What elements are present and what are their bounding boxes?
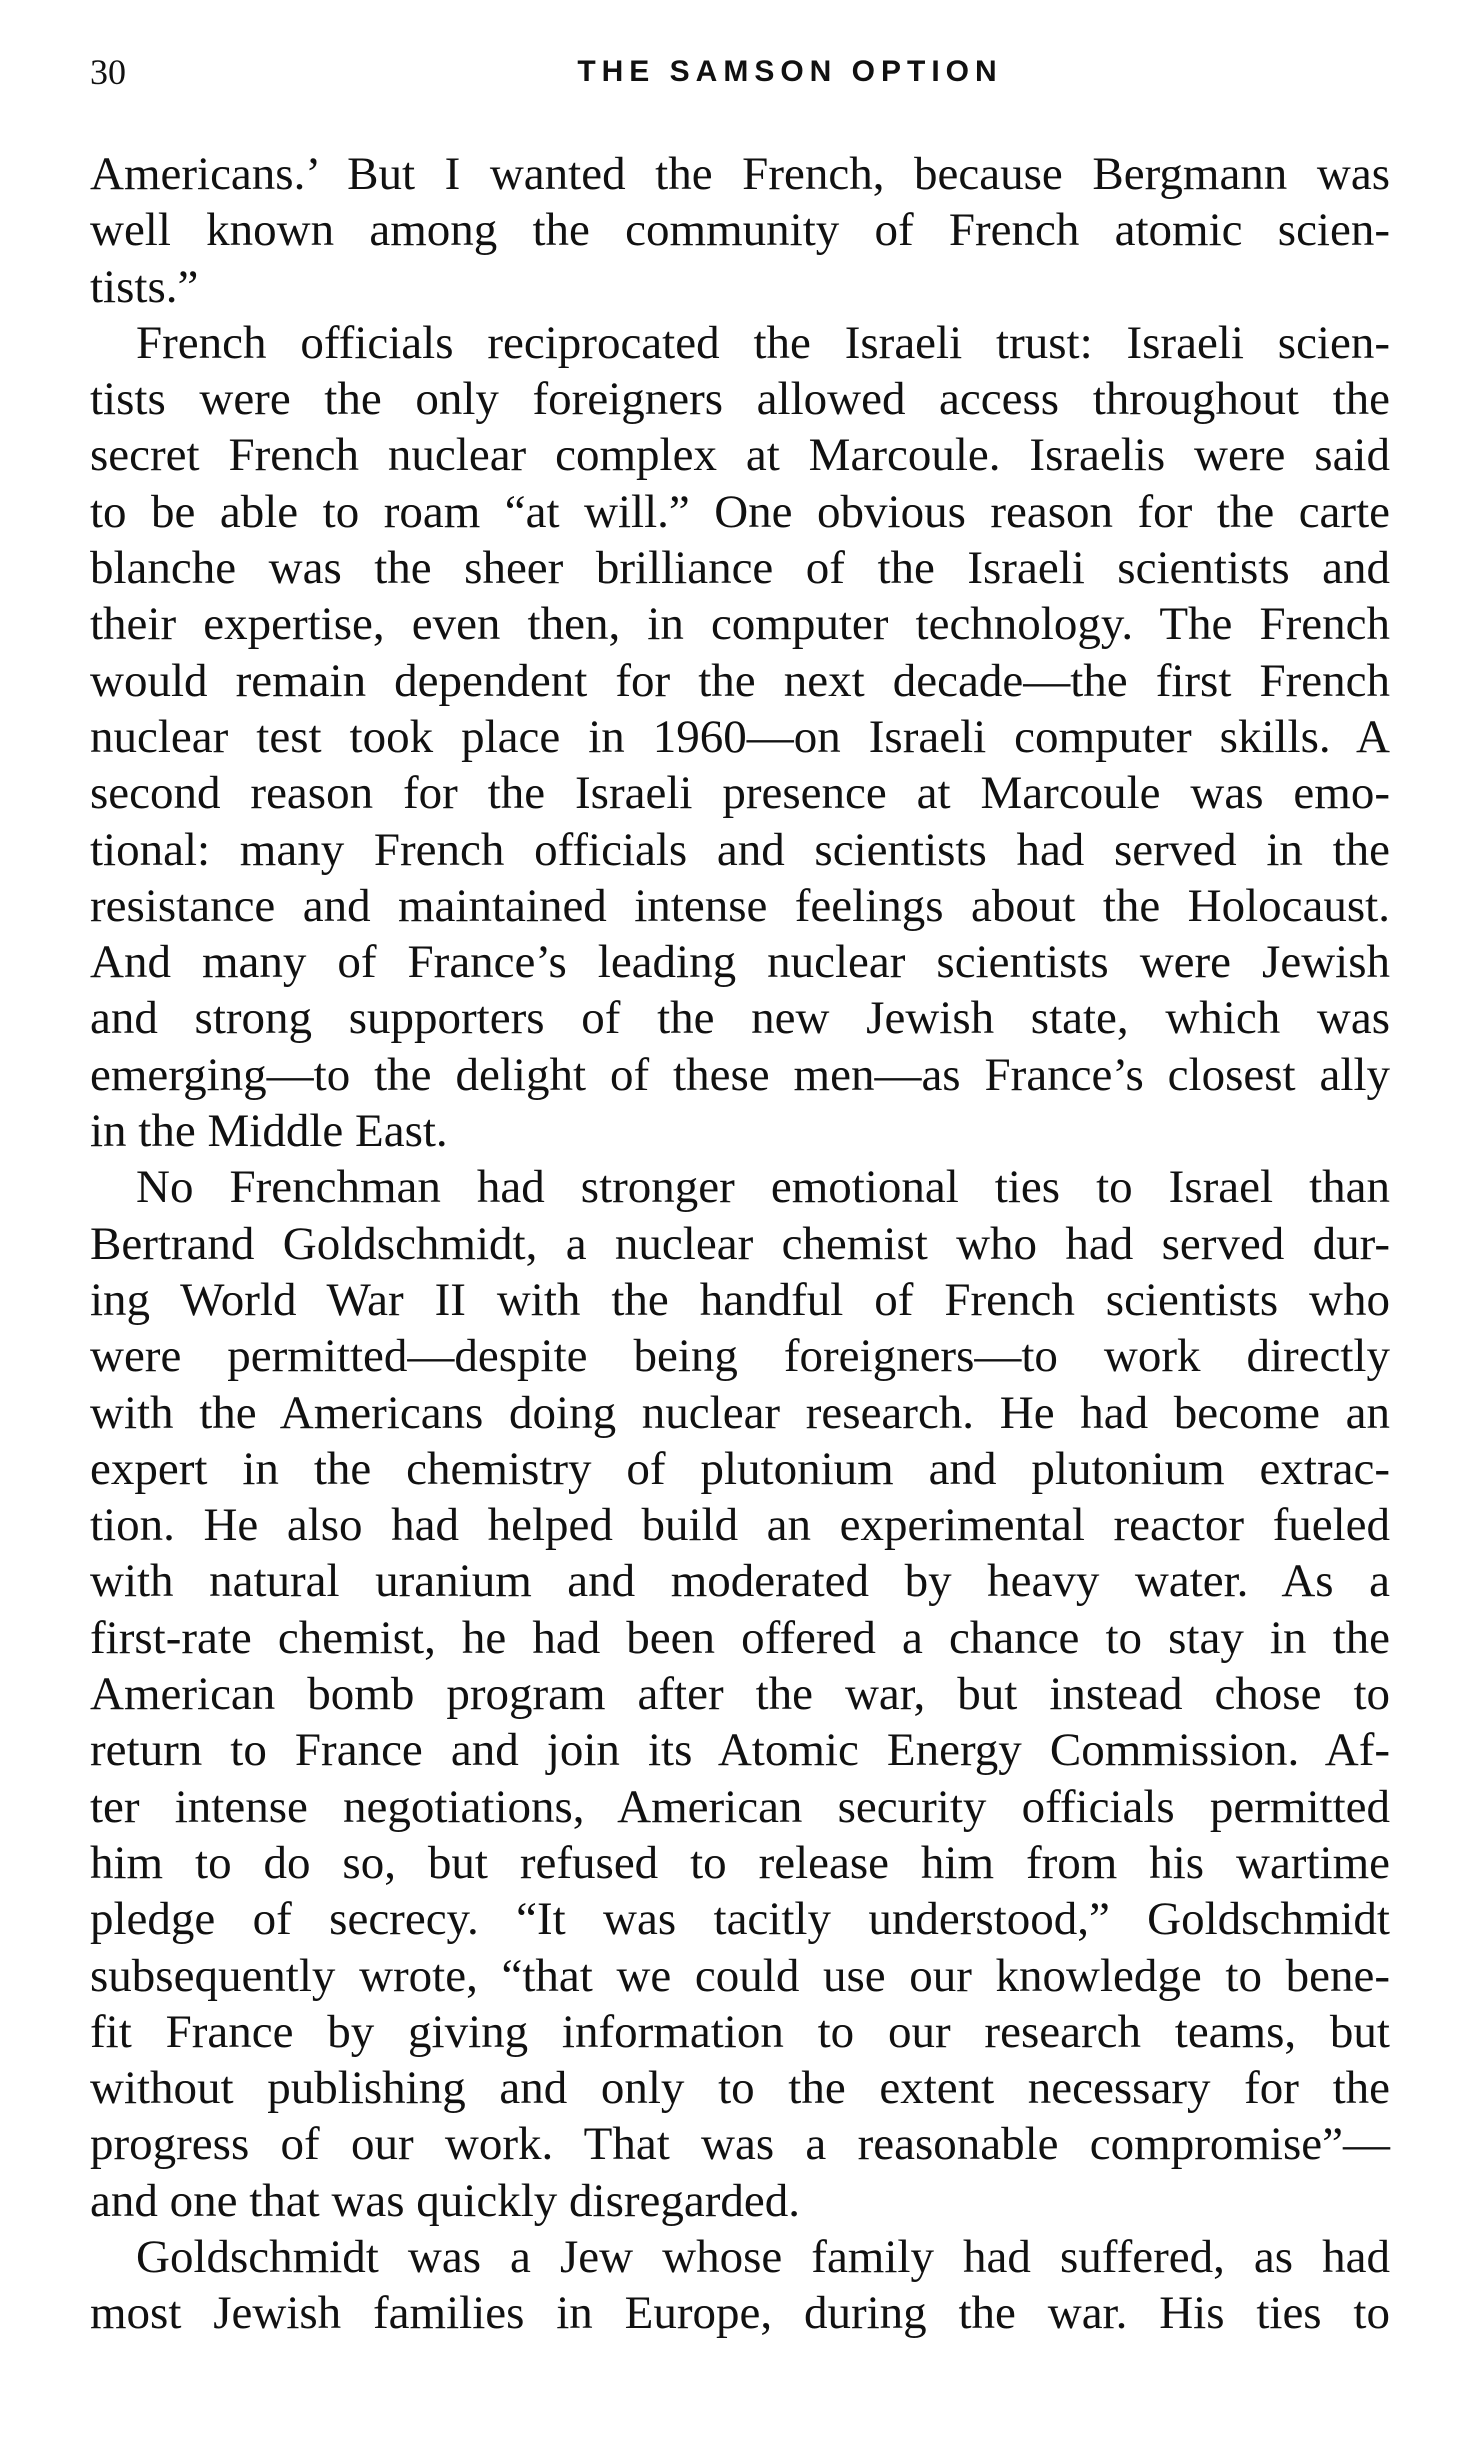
text-line: second reason for the Israeli presence at Marcoule was emo- (90, 767, 1390, 820)
paragraph (90, 2229, 1390, 2342)
text-line: Bertrand Goldschmidt, a nuclear chemist who had served dur- (90, 1217, 1390, 1270)
text-line: resistance and maintained intense feelings about the Holocaust. (90, 879, 1390, 932)
paragraph (90, 146, 1390, 315)
text-line: him to do so, but refused to release him from his wartime (90, 1836, 1390, 1889)
text-line: and strong supporters of the new Jewish state, which was (90, 992, 1390, 1045)
text-line: tion. He also had helped build an experimental reactor fueled (90, 1499, 1390, 1552)
text-line: ter intense negotiations, American security officials permitted (90, 1780, 1390, 1833)
text-line: well known among the community of French atomic scien- (90, 204, 1390, 257)
text-line: to be able to roam “at will.” One obvious reason for the carte (90, 485, 1390, 538)
text-line: nuclear test took place in 1960—on Israeli computer skills. A (90, 710, 1390, 763)
text-line: tists were the only foreigners allowed access throughout the (90, 373, 1390, 426)
paragraph (90, 315, 1390, 1159)
text-line: expert in the chemistry of plutonium and plutonium extrac- (90, 1442, 1390, 1495)
text-line: subsequently wrote, “that we could use our knowledge to bene- (90, 1949, 1390, 2002)
running-title: THE SAMSON OPTION (577, 55, 1003, 88)
text-line: with natural uranium and moderated by heavy water. As a (90, 1555, 1390, 1608)
text-line: French officials reciprocated the Israeli trust: Israeli scien- (136, 316, 1390, 369)
text-line: pledge of secrecy. “It was tacitly understood,” Goldschmidt (90, 1893, 1390, 1946)
text-line: And many of France’s leading nuclear scientists were Jewish (90, 936, 1390, 989)
text-line: first-rate chemist, he had been offered a chance to stay in the (90, 1611, 1390, 1664)
running-head (90, 48, 1390, 96)
text-line: tists.” (90, 260, 199, 313)
text-line: and one that was quickly disregarded. (90, 2174, 801, 2227)
text-line: No Frenchman had stronger emotional ties to Israel than (136, 1161, 1390, 1214)
text-line: were permitted—despite being foreigners—to work directly (90, 1330, 1390, 1383)
text-line: ing World War II with the handful of French scientists who (90, 1273, 1390, 1326)
text-line: without publishing and only to the extent necessary for the (90, 2062, 1390, 2115)
text-line: secret French nuclear complex at Marcoule. Israelis were said (90, 429, 1390, 482)
text-line: return to France and join its Atomic Energy Commission. Af- (90, 1724, 1390, 1777)
text-line: Goldschmidt was a Jew whose family had suffered, as had (136, 2230, 1390, 2283)
text-line: American bomb program after the war, but instead chose to (90, 1668, 1390, 1721)
text-line: blanche was the sheer brilliance of the Israeli scientists and (90, 542, 1390, 595)
text-line: emerging—to the delight of these men—as France’s closest ally (90, 1048, 1390, 1101)
text-line: progress of our work. That was a reasonable compromise”— (90, 2118, 1390, 2171)
body-text (90, 146, 1390, 2342)
text-line: would remain dependent for the next decade—the first French (90, 654, 1390, 707)
text-line: with the Americans doing nuclear research. He had become an (90, 1386, 1390, 1439)
text-line: most Jewish families in Europe, during the war. His ties to (90, 2287, 1390, 2340)
page-number: 30 (90, 52, 126, 92)
text-line: fit France by giving information to our research teams, but (90, 2005, 1390, 2058)
text-line: their expertise, even then, in computer technology. The French (90, 598, 1390, 651)
text-line: tional: many French officials and scientists had served in the (90, 823, 1390, 876)
text-line: in the Middle East. (90, 1105, 448, 1158)
text-line: Americans.’ But I wanted the French, because Bergmann was (90, 148, 1390, 200)
paragraph (90, 1159, 1390, 2229)
